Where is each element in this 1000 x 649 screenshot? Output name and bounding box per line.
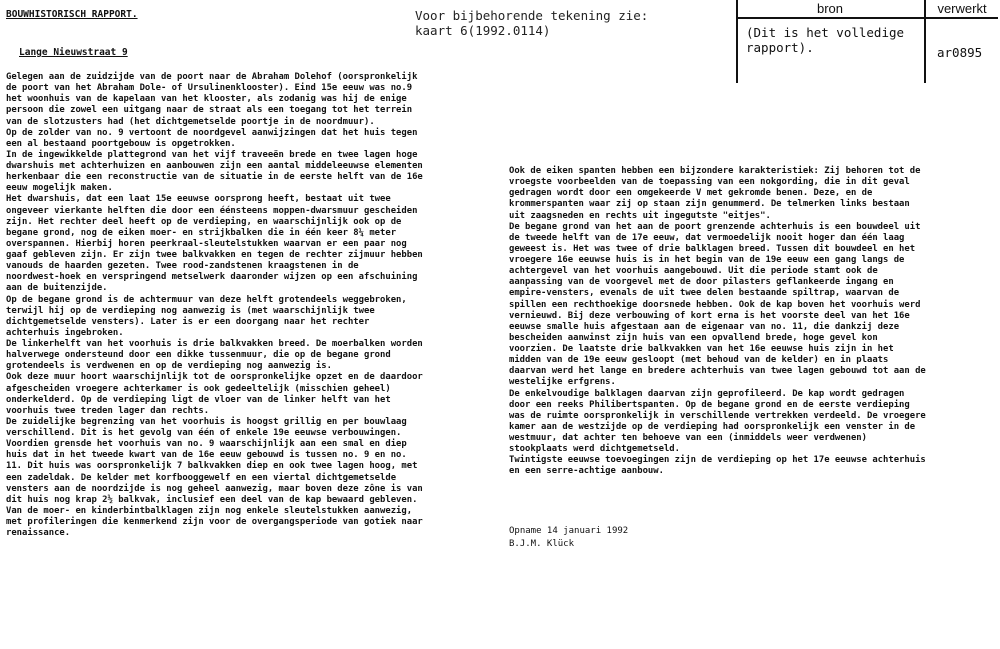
text-line: vensters aan de noordzijde is nog geheel aanwezig, maar boven deze zône is van — [6, 483, 423, 494]
text-line: stookplaats werd dichtgemetseld. — [509, 444, 680, 455]
text-line: grotendeels is verdwenen en op de verdieping nog aanwezig is. — [6, 361, 332, 372]
text-line: De zuidelijke begrenzing van het voorhuis is hoogst grillig en per bouwlaag — [6, 416, 407, 427]
text-line: In de ingewikkelde plattegrond van het vijf traveeën brede en twee lagen hoge — [6, 149, 418, 160]
author-name: B.J.M. Klück — [509, 539, 575, 549]
verwerkt-label: verwerkt — [937, 1, 987, 16]
text-line: vanouds de haarden gezeten. Twee rood-zandstenen kraagstenen in de — [6, 261, 359, 272]
text-line: herkenbaar die een reconstructie van de situatie in de eerste helft van de 16e — [6, 172, 423, 183]
text-line: met profileringen die kenmerkend zijn voor de overgangsperiode van gotiek naar — [6, 517, 423, 527]
text-line: gedragen wordt door een omgekeerde V met gekromde benen. Deze, en de — [509, 188, 873, 199]
text-line: geweest is. Het was twee of drie balklagen breed. Tussen dit bouwdeel en het — [509, 243, 916, 254]
text-line: huis dat in het tweede kwart van de 16e eeuw gebouwd is tussen no. 9 en no. — [6, 450, 407, 461]
text-line: vernieuwd. Bij deze verbouwing of kort erna is het voorste deel van het 16e — [509, 310, 910, 321]
text-line: gaaf gebleven zijn. Er zijn twee balkvakken en tegen de rechter zijmuur hebben — [6, 250, 423, 260]
text-line: Gelegen aan de zuidzijde van de poort naar de Abraham Dolehof (oorspronkelijk — [6, 72, 418, 82]
text-line: van de slotzusters had (het dichtgemetselde poortje in de noordmuur). — [6, 116, 375, 127]
text-line: en een serre-achtige aanbouw. — [509, 466, 664, 477]
text-line: achtergevel van het voorhuis aangebouwd. Uit die periode stamt ook de — [509, 266, 878, 277]
signature-block — [509, 525, 628, 551]
bron-value — [746, 25, 904, 55]
text-line: 11. Dit huis was oorspronkelijk 7 balkvakken diep en ook twee lagen hoog, met — [6, 461, 418, 472]
text-line: ongeveer vierkante helften die door een éénsteens moppen-dwarsmuur gescheiden — [6, 205, 418, 216]
bron-line: rapport). — [746, 40, 814, 55]
verwerkt-value: ar0895 — [937, 45, 983, 60]
text-line: voorzien. De laatste drie balkvakken van het 16e eeuwse huis zijn in het — [509, 344, 894, 354]
text-line: onderkelderd. Op de verdieping ligt de vloer van de linker helft van het — [6, 394, 391, 405]
text-line: daarvan werd het lange en bredere achterhuis van twee lagen gebouwd tot aan de — [509, 366, 926, 377]
text-line: eeuwse smalle huis afgestaan aan de eigenaar van no. 11, die dankzij deze — [509, 321, 900, 332]
left-text-column — [6, 72, 506, 539]
text-line: aanpassing van de voorgevel met de door pilasters geflankeerde ingang en — [509, 277, 894, 288]
text-line: bescheiden aanwinst zijn huis van een opvallend brede, hoge gevel kon — [509, 332, 878, 343]
text-line: eeuw mogelijk maken. — [6, 183, 113, 194]
text-line: De linkerhelft van het voorhuis is drie balkvakken breed. De moerbalken worden — [6, 339, 423, 349]
survey-date: Opname 14 januari 1992 — [509, 526, 629, 536]
text-line: afgescheiden vroegere achterkamer is ook gedeeltelijk (misschien geheel) — [6, 383, 391, 394]
text-line: een zadeldak. De kelder met korfbooggewelf en een viertal dichtgemetselde — [6, 472, 397, 483]
text-line: renaissance. — [6, 528, 71, 539]
text-line: overspannen. Hierbij horen peerkraal-sleutelstukken waarvan er een paar nog — [6, 238, 407, 249]
text-line: krommerspanten waar zij op staan zijn genummerd. De telmerken links bestaan — [509, 199, 910, 210]
text-line: spillen een rechthoekige doorsnede hebben. Ook de kap boven het voorhuis werd — [509, 299, 921, 310]
text-line: Voordien grensde het voorhuis van no. 9 waarschijnlijk aan een smal en diep — [6, 439, 407, 450]
text-line: westmuur, dat achter ten behoeve van een (inmiddels weer verdwenen) — [509, 433, 867, 443]
text-line: door een reeks Philibertspanten. Op de begane grond en de eerste verdieping — [509, 399, 910, 410]
text-line: het woonhuis van de kapelaan van het klooster, als zodanig was hij de enige — [6, 94, 407, 105]
text-line: een al bestaand poortgebouw is opgetrokken. — [6, 138, 236, 149]
text-line: noordwest-hoek en verspringend metselwerk daaronder wijzen op een afschuining — [6, 272, 418, 283]
box-header-line — [736, 17, 998, 19]
text-line: Op de begane grond is de achtermuur van deze helft grotendeels weggebroken, — [6, 294, 407, 305]
text-line: verschillend. Dit is het gevolg van één of enkele 19e eeuwse verbouwingen. — [6, 428, 402, 438]
text-line: westelijke erfgrens. — [509, 377, 616, 388]
text-line: halverwege ondersteund door een dikke tussenmuur, die op de begane grond — [6, 350, 391, 361]
source-box — [736, 0, 998, 83]
text-line: Van de moer- en kinderbintbalklagen zijn nog enkele sleutelstukken aanwezig, — [6, 505, 413, 516]
text-line: empire-vensters, evenals de uit twee delen bestaande spiltrap, waarvan de — [509, 288, 900, 299]
text-line: vroegste voorbeelden van de toepassing van een nokgording, die in dit geval — [509, 177, 910, 188]
text-line: kamer aan de westzijde op de verdieping had oorspronkelijk een venster in de — [509, 421, 916, 432]
text-line: de poort van het Abraham Dole- of Ursulinenklooster). Eind 15e eeuw was no.9 — [6, 83, 413, 94]
text-line: Ook deze muur hoort waarschijnlijk tot de oorspronkelijke opzet en de daardoor — [6, 372, 423, 383]
text-line: De enkelvoudige balklagen daarvan zijn geprofileerd. De kap wordt gedragen — [509, 388, 905, 399]
text-line: persoon die zowel een uitgang naar de straat als een toegang tot het terrein — [6, 105, 413, 116]
text-line: midden van de 19e eeuw gesloopt (met behoud van de kelder) en in plaats — [509, 355, 889, 366]
text-line: Op de zolder van no. 9 vertoont de noordgevel aanwijzingen dat het huis tegen — [6, 127, 418, 138]
text-line: terwijl hij op de verdieping nog aanwezig is (met waarschijnlijk twee — [6, 305, 375, 316]
text-line: begane grond, nog de eiken moer- en strijkbalken die in één keer 8¼ meter — [6, 227, 397, 238]
text-line: De begane grond van het aan de poort grenzende achterhuis is een bouwdeel uit — [509, 221, 921, 232]
text-line: aan de buitenzijde. — [6, 283, 108, 294]
text-line: vroegere 16e eeuwse huis is in het begin van de 19e eeuw een gang langs de — [509, 255, 905, 265]
text-line: dichtgemetselde vensters). Later is er een doorgang naar het rechter — [6, 316, 370, 327]
text-line: dwarshuis met achterhuizen en aanbouwen zijn een aantal middeleeuwse elementen — [6, 161, 423, 171]
text-line: uit zaagsneden en rechts uit ingegutste "eitjes". — [509, 210, 771, 221]
text-line: Twintigste eeuwse toevoegingen zijn de verdieping op het 17e eeuwse achterhuis — [509, 455, 926, 466]
bron-label: bron — [816, 1, 844, 16]
text-line: de tweede helft van de 17e eeuw, dat vermoedelijk nooit hoger dan één laag — [509, 232, 905, 243]
bron-line: (Dit is het volledige — [746, 25, 905, 40]
text-line: was de ruimte oorspronkelijk in verschillende vertrekken verdeeld. De vroegere — [509, 410, 926, 421]
text-line: dit huis nog krap 2½ balkvak, inclusief een deel van de kap bewaard gebleven. — [6, 494, 418, 505]
note-line: kaart 6(1992.0114) — [415, 23, 551, 38]
text-line: Ook de eiken spanten hebben een bijzondere karakteristiek: Zij behoren tot de — [509, 166, 921, 176]
text-line: achterhuis ingebroken. — [6, 327, 124, 338]
address-heading: Lange Nieuwstraat 9 — [19, 47, 128, 58]
report-title: BOUWHISTORISCH RAPPORT. — [6, 9, 138, 20]
right-text-column — [509, 166, 997, 478]
drawing-reference-note — [415, 8, 648, 38]
text-line: Het dwarshuis, dat een laat 15e eeuwse oorsprong heeft, bestaat uit twee — [6, 194, 391, 205]
text-line: zijn. Het rechter deel heeft op de verdieping, en waarschijnlijk ook op de — [6, 216, 402, 227]
text-line: voorhuis twee treden lager dan rechts. — [6, 405, 210, 416]
note-line: Voor bijbehorende tekening zie: — [415, 8, 649, 23]
